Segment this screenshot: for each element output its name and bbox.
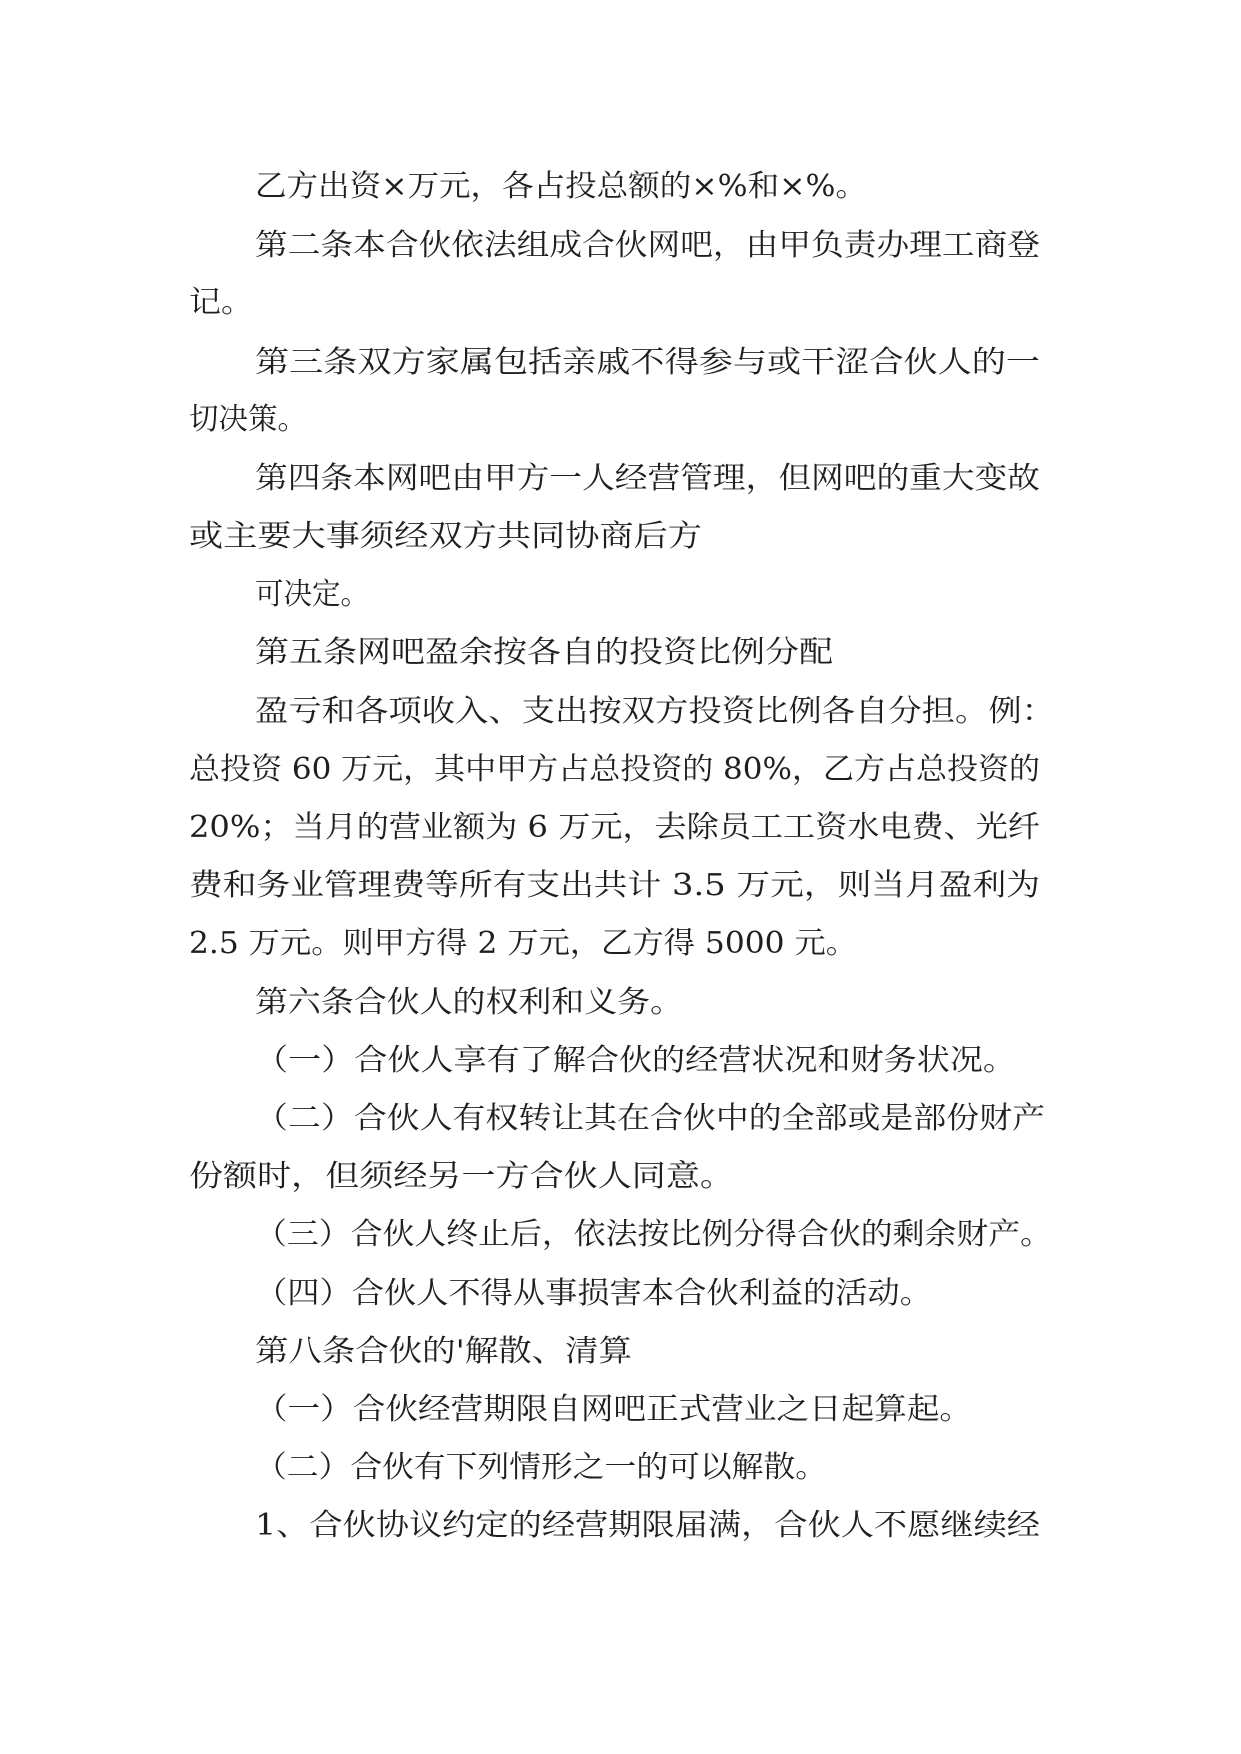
text-line: 盈亏和各项收入、支出按双方投资比例各自分担。例： [255, 694, 1055, 729]
text-line: 1、合伙协议约定的经营期限届满，合伙人不愿继续经 [255, 1508, 1040, 1543]
text-line: 乙方出资×万元，各占投总额的×%和×%。 [255, 169, 867, 204]
text-line: 可决定。 [255, 577, 369, 612]
text-line: 第三条双方家属包括亲戚不得参与或干涩合伙人的一 [255, 345, 1040, 380]
text-line: 第六条合伙人的权利和义务。 [255, 985, 683, 1020]
text-line: （二）合伙有下列情形之一的可以解散。 [255, 1450, 827, 1485]
text-line: 第八条合伙的'解散、清算 [255, 1334, 632, 1369]
text-line: （一）合伙人享有了解合伙的经营状况和财务状况。 [255, 1043, 1017, 1078]
text-line: 2.5 万元。则甲方得 2 万元，乙方得 5000 元。 [189, 926, 857, 961]
text-line: 第二条本合伙依法组成合伙网吧，由甲负责办理工商登 [255, 228, 1040, 263]
text-line: （四）合伙人不得从事损害本合伙利益的活动。 [255, 1276, 932, 1311]
text-line: 第四条本网吧由甲方一人经营管理，但网吧的重大变故 [255, 461, 1040, 496]
text-line: 费和务业管理费等所有支出共计 3.5 万元，则当月盈利为 [189, 868, 1040, 903]
text-line: （一）合伙经营期限自网吧正式营业之日起算起。 [255, 1392, 972, 1427]
text-line: 记。 [189, 285, 253, 320]
text-line: 20%；当月的营业额为 6 万元，去除员工工资水电费、光纤 [189, 810, 1040, 845]
text-line: 第五条网吧盈余按各自的投资比例分配 [255, 635, 833, 670]
text-line: 份额时，但须经另一方合伙人同意。 [189, 1159, 734, 1194]
text-line: 或主要大事须经双方共同协商后方 [189, 519, 702, 554]
text-line: 总投资 60 万元，其中甲方占总投资的 80%，乙方占总投资的 [189, 752, 1040, 787]
text-line: （二）合伙人有权转让其在合伙中的全部或是部份财产 [255, 1101, 1045, 1136]
text-line: （三）合伙人终止后，依法按比例分得合伙的剩余财产。 [255, 1217, 1052, 1252]
text-line: 切决策。 [189, 402, 307, 437]
